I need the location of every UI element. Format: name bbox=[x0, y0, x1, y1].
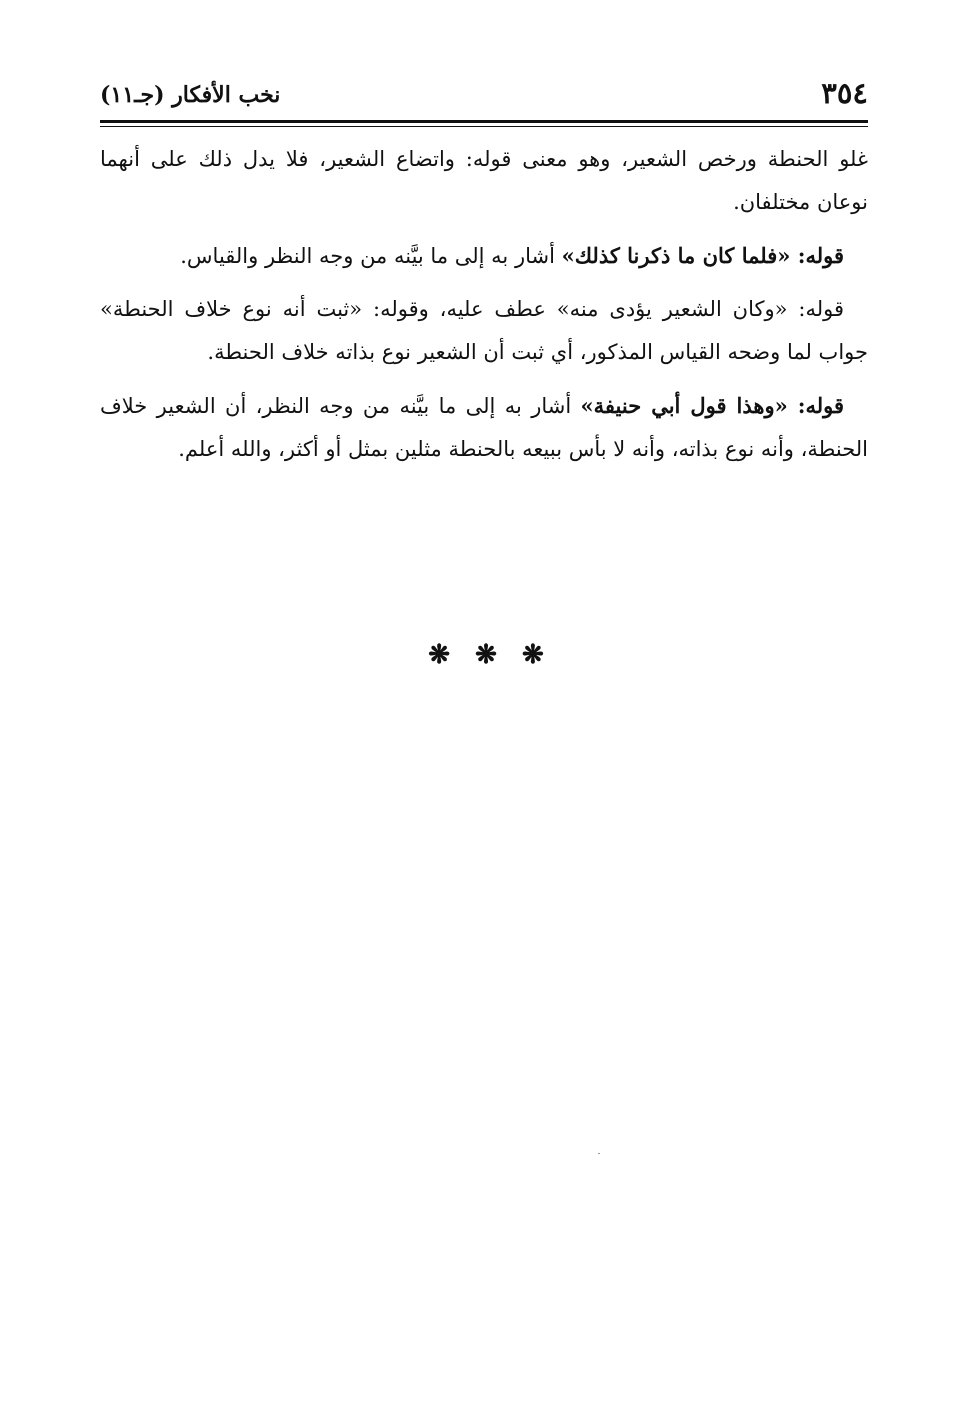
paragraph-1-text: غلو الحنطة ورخص الشعير، وهو معنى قوله: واتضاع الشعير، فلا يدل ذلك على أنهما نوعان مختلفان. bbox=[100, 147, 868, 214]
paragraph-4-text: أشار به إلى ما بيَّنه من وجه النظر، أن الشعير خلاف الحنطة، وأنه نوع بذاته، وأنه لا بأس ببيعه بالحنطة مثلين بمثل أو أكثر، والله أعلم. bbox=[100, 394, 868, 461]
header-rule-thick bbox=[100, 120, 868, 123]
paragraph-2 bbox=[100, 234, 868, 278]
paragraph-2-lead: قوله: bbox=[790, 243, 844, 268]
paragraph-4 bbox=[100, 384, 868, 471]
paragraph-4-quote: «وهذا قول أبي حنيفة» bbox=[580, 393, 788, 418]
scan-speck bbox=[598, 1153, 600, 1154]
page-number: ٣٥٤ bbox=[821, 76, 868, 110]
header-rule-thin bbox=[100, 126, 868, 127]
body-text bbox=[100, 138, 868, 481]
paragraph-2-quote: «فلما كان ما ذكرنا كذلك» bbox=[561, 243, 791, 268]
section-separator: ❋ ❋ ❋ bbox=[428, 640, 552, 670]
page-header bbox=[100, 72, 868, 116]
running-title: نخب الأفكار (جـ١١) bbox=[100, 82, 281, 108]
paragraph-3 bbox=[100, 288, 868, 374]
paragraph-4-lead: قوله: bbox=[787, 393, 845, 418]
paragraph-1 bbox=[100, 138, 868, 224]
paragraph-2-text: أشار به إلى ما بيَّنه من وجه النظر والقياس. bbox=[180, 244, 562, 268]
paragraph-3-text: قوله: «وكان الشعير يؤدى منه» عطف عليه، وقوله: «ثبت أنه نوع خلاف الحنطة» جواب لما وضحه القياس المذكور، أي ثبت أن الشعير نوع بذاته خلاف الحنطة. bbox=[100, 297, 868, 364]
